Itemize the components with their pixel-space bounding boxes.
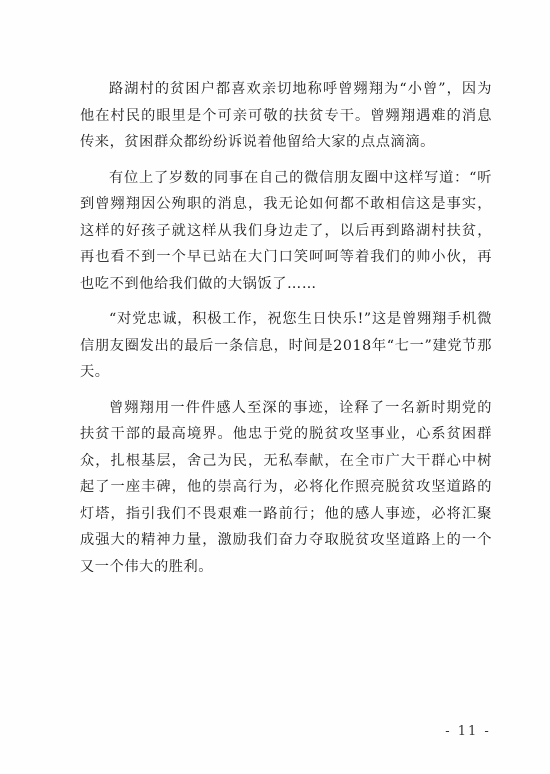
paragraph-last-message: “对党忠诚，积极工作，祝您生日快乐!”这是曾翙翔手机微信朋友圈发出的最后一条信息，时间是2018年“七一”建党节那天。 (80, 311, 492, 380)
paragraph-villagers: 路湖村的贫困户都喜欢亲切地称呼曾翙翔为“小曾”，因为他在村民的眼里是个可亲可敬的扶贫专干。曾翙翔遇难的消息传来，贫困群众都纷纷诉说着他留给大家的点点滴滴。 (80, 81, 492, 150)
page-number: - 11 - (445, 724, 491, 739)
body-text (80, 76, 492, 589)
paragraph-colleague-post: 有位上了岁数的同事在自己的微信朋友圈中这样写道：“听到曾翙翔因公殉职的消息，我无论如何都不敢相信这是事实，这样的好孩子就这样从我们身边走了，以后再到路湖村扶贫，再也看不到一个早已站在大门口笑呵呵等着我们的帅小伙，再也吃不到他给我们做的大锅饭了…… (80, 169, 492, 292)
paragraph-conclusion: 曾翙翔用一件件感人至深的事迹，诠释了一名新时期党的扶贫干部的最高境界。他忠于党的脱贫攻坚事业，心系贫困群众，扎根基层，舍己为民，无私奉献，在全市广大干群心中树起了一座丰碑，他的崇高行为，必将化作照亮脱贫攻坚道路的灯塔，指引我们不畏艰难一路前行；他的感人事迹，必将汇聚成强大的精神力量，激励我们奋力夺取脱贫攻坚道路上的一个又一个伟大的胜利。 (80, 399, 492, 575)
